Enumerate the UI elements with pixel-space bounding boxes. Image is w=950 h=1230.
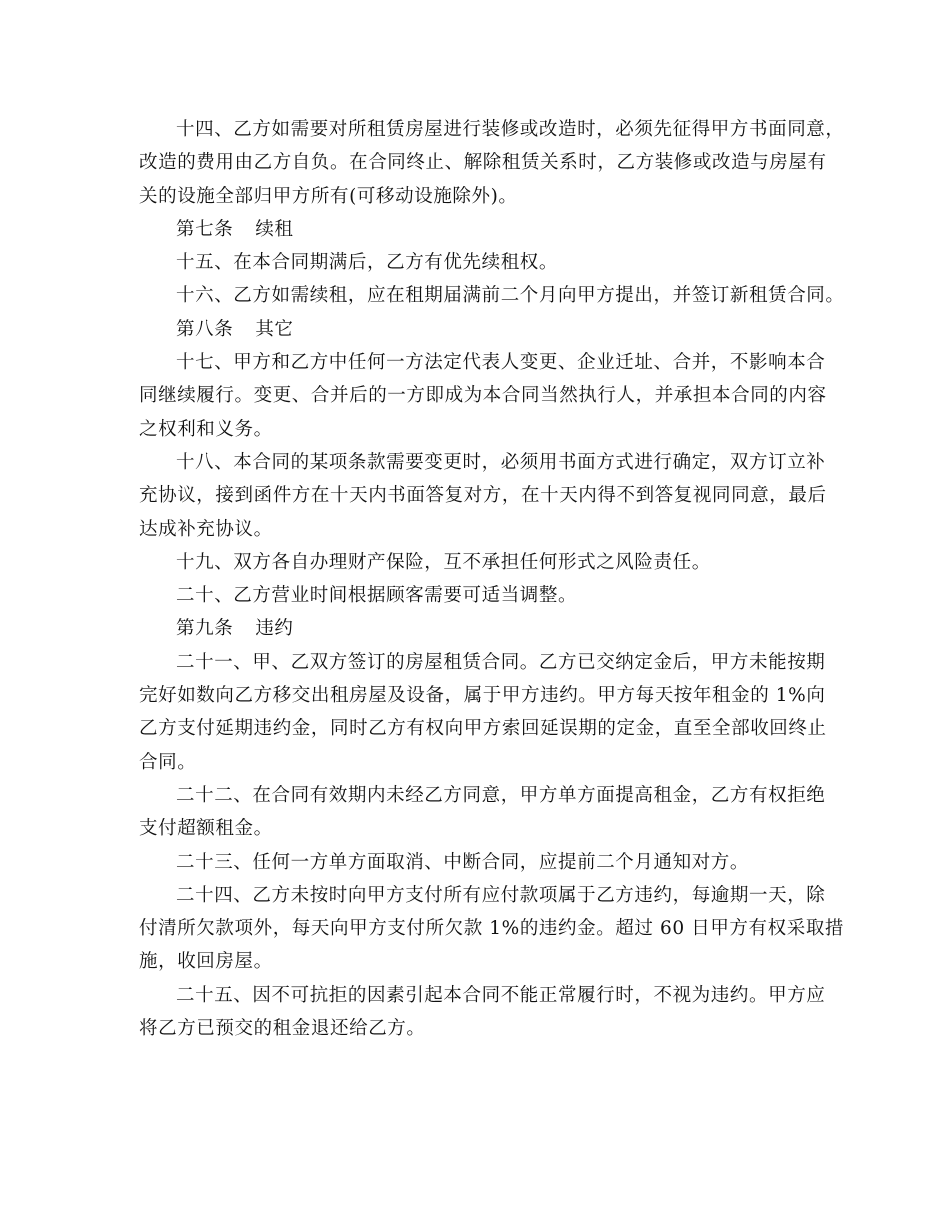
paragraph-14-line-2: 改造的费用由乙方自负。在合同终止、解除租赁关系时，乙方装修或改造与房屋有 (139, 152, 827, 174)
paragraph-21-line-3: 乙方支付延期违约金，同时乙方有权向甲方索回延误期的定金，直至全部收回终止 (139, 718, 827, 740)
article-7-title: 续租 (255, 218, 294, 240)
paragraph-23: 二十三、任何一方单方面取消、中断合同，应提前二个月通知对方。 (176, 851, 750, 873)
paragraph-17-line-1: 十七、甲方和乙方中任何一方法定代表人变更、企业迁址、合并，不影响本合 (176, 352, 826, 374)
paragraph-24-line-1: 二十四、乙方未按时向甲方支付所有应付款项属于乙方违约，每逾期一天，除 (176, 884, 826, 906)
paragraph-24-line-3: 施，收回房屋。 (139, 951, 273, 973)
paragraph-22-line-1: 二十二、在合同有效期内未经乙方同意，甲方单方面提高租金，乙方有权拒绝 (176, 784, 826, 806)
article-7-number: 第七条 (176, 218, 234, 240)
paragraph-14-line-3: 关的设施全部归甲方所有(可移动设施除外)。 (139, 185, 518, 207)
paragraph-21-line-4: 合同。 (139, 751, 197, 773)
paragraph-25-line-2: 将乙方已预交的租金退还给乙方。 (139, 1018, 426, 1040)
paragraph-18-line-2: 充协议，接到函件方在十天内书面答复对方，在十天内得不到答复视同同意，最后 (139, 485, 827, 507)
paragraph-21-line-2: 完好如数向乙方移交出租房屋及设备，属于甲方违约。甲方每天按年租金的 1%向 (139, 685, 826, 707)
article-9-heading (139, 612, 815, 645)
paragraph-18-line-3: 达成补充协议。 (139, 518, 273, 540)
article-9-number: 第九条 (176, 618, 234, 640)
paragraph-16: 十六、乙方如需续租，应在租期届满前二个月向甲方提出，并签订新租赁合同。 (176, 285, 845, 307)
paragraph-15: 十五、在本合同期满后，乙方有优先续租权。 (176, 252, 559, 274)
paragraph-22-line-2: 支付超额租金。 (139, 818, 273, 840)
paragraph-25-line-1: 二十五、因不可抗拒的因素引起本合同不能正常履行时，不视为违约。甲方应 (176, 984, 826, 1006)
document-body (139, 113, 845, 1045)
paragraph-17-line-3: 之权利和义务。 (139, 418, 273, 440)
paragraph-14-line-1: 十四、乙方如需要对所租赁房屋进行装修或改造时，必须先征得甲方书面同意， (176, 119, 845, 140)
paragraph-19: 十九、双方各自办理财产保险，互不承担任何形式之风险责任。 (176, 551, 711, 573)
article-8-number: 第八条 (176, 318, 234, 340)
paragraph-18-line-1: 十八、本合同的某项条款需要变更时，必须用书面方式进行确定，双方订立补 (176, 451, 826, 473)
article-8-heading (139, 313, 815, 346)
paragraph-17-line-2: 同继续履行。变更、合并后的一方即成为本合同当然执行人，并承担本合同的内容 (139, 385, 827, 407)
paragraph-21-line-1: 二十一、甲、乙双方签订的房屋租赁合同。乙方已交纳定金后，甲方未能按期 (176, 651, 826, 673)
paragraph-20: 二十、乙方营业时间根据顾客需要可适当调整。 (176, 585, 578, 607)
paragraph-24-line-2: 付清所欠款项外，每天向甲方支付所欠款 1%的违约金。超过 60 日甲方有权采取措 (139, 918, 845, 940)
article-7-heading (139, 213, 815, 246)
article-9-title: 违约 (255, 618, 294, 640)
article-8-title: 其它 (255, 318, 294, 340)
